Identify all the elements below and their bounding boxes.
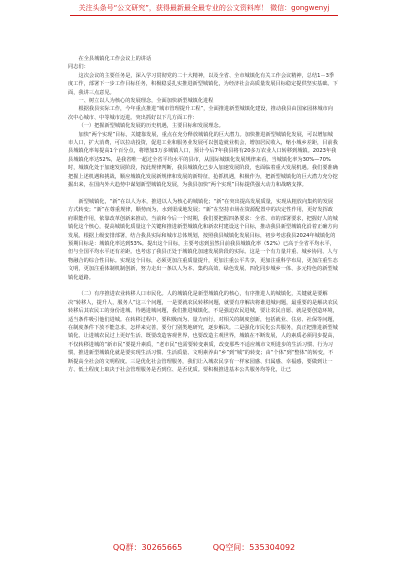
greeting: 同志们： [68, 64, 89, 71]
qq-group-text: QQ群：30265665 [112, 543, 183, 552]
watermark-header [0, 0, 408, 28]
header-promo-text: 关注头条号“公文研究”，获得最新最全最专业的公文资料库！ 微信：gongwenyj [78, 4, 330, 12]
qq-space-text: QQ空间：535304092 [212, 543, 296, 552]
spacer [68, 282, 338, 290]
paragraph: （二）有序推进农业转移人口市民化。人的城镇化是新型城镇化的核心，有序推进人的城镇化，关键就是要解决“转移人，提升人，服务人”这三个问题，一是要就农民转移问题，就要有序解决将谁进城问题，最重要的是解决农民转移后其农民工的身份进城、待遇进城问题，我们推进城镇化，不是强迫农民进城，要让农民自愿、就是要创造环境，适当条件吸引他们进城。在转移过程中，要积极而为、量力而行，对相关的制度创新，包括就业、住房、社保等问题，在制度条件下放不能急求，怎样来完善，要分门别类地研究，逐步解决。二是强化市民化公共服务，真正把推进新型城镇化、让进城农民过上更好生活、既要改造客观世界，也要改造主观世界，城镇在不断发展，人的素质必须同步提高，不仅转移进城的“新市民”要提升素质，“老市民”也需要转变素质，改变那些不适应城市文明进步的生活习惯、行为习惯，推进新型城镇化就是要实现生活习惯、生活质量、文明素养由“乡”到“城”的转变；由“个体”到“整体”的转变，不断提高全社会的文明程度。三是优化社会管理服务，我们让入城农民享有一样家园感、归属感、幸福感，要做到让一方、低土程度上取决于社会管理服务是否到位、是否优质。要积极推进基本公共服务均等化，让已 [68, 291, 338, 373]
paragraph: 根据我县实际工作，今年重点推进“城市管理提升工程”，全面推进新型城镇化建设，推动我县由国家园林城市向次中心城市、中等城市迈进。突出抓好以下几方面工作： [68, 106, 333, 121]
paragraph: 新型城镇化，“新”在以人为本，推进以人为核心的城镇化；“新”在突出提高发展质量，实现从粗放向集约的发展方式转变；“新”在尊重规律，顺势而为，水到渠成地发展；“新”在坚持市场在资源配置中的决定性作用，更好发挥政府职能作用，依靠改革创新来推动。当前和今后一个时期，我们要把握四条要求：全省、市的部署要求，把握好人的城镇化这个核心，提高城镇化质量这个关键和推进新型城镇化和新农村建设这个目标，推动我县新型城镇化沿着正确方向发展。根据上级安排部署，结合我县实际和城市总体规划，按照我县城镇化发展目标，初步考虑我县2024年城镇化的预期目标是：城镇化率达到53%。提出这个目标，主要考虑到虽然目前我县城镇化率（52%）已高于全省平均水平，但与全国平均水平还有差距。也考虑了我县正处于城镇化加速发展阶段的实际。这是一个有力量并重、城乡协同、人与物融合的综合性目标。实现这个目标，必须更加注重质量提升，更加注重公平共享，更加注重科学布局，更加注重生态文明，更加注重体制机制创新，努力走出一条以人为本、集约高效、绿色发展、四化同步城乡一体、多元特色的新型城镇化道路。 [68, 198, 338, 281]
header-divider [70, 15, 338, 16]
document-title: 在全县城镇化工作会议上的讲话 [78, 56, 152, 62]
watermark-footer [0, 542, 408, 562]
paragraph: 加快“两个实现”目标，关键靠发展，重点在充分释放城镇化的巨大潜力。加快推进新型城镇化发展，可以增加城市人口，扩大消费，可以拉动投资，促进工业和服务业发展可以创造就业机会，增加居民收入，缩小城乡差距，目前我县城镇化率每提高1个百分点，将增加3万多城镇人口，预计今后7年我县将有20多万农业人口转移到城镇。2023年我县城镇化率达52%，是我省唯一超过全省平均水平的县市，从国际城镇化发展规律来看，当城镇化率为30%—70%时，城镇化处于加速发展阶段，按此规律判断，我县城镇化已步入加速发展阶段，也面临着重大发展机遇。我们要准确把握上述机遇和挑战，顺应城镇化发展新规律和发展的新特征，抢抓机遇，积极作为，把新型城镇化的巨大潜力充分挖掘出来，在国内外大趋势中谋划新型城镇化发展，为我县加快“两个实现”目标提供强大动力和战略支撑。 [68, 131, 338, 189]
paragraph: 这次会议的主要任务是，深入学习贯彻党的二十大精神，以及全省、全市城镇化有关工作会议精神，总结1－3季度工作，部署下一步工作目标任务，积极稳妥扎实推进新型城镇化，为经济社会高质量发展目标稳定提供坚实基础。下面，我讲三点意见。 [68, 72, 338, 96]
section-heading: 一、树立以人为核心的发展理念，全面加快新型城镇化进程 [78, 98, 214, 105]
document-body [68, 55, 338, 374]
spacer [68, 190, 338, 198]
subsection-heading: （一）把握新型城镇化发展的历史机遇，主要目标和发展理念。 [78, 123, 224, 130]
